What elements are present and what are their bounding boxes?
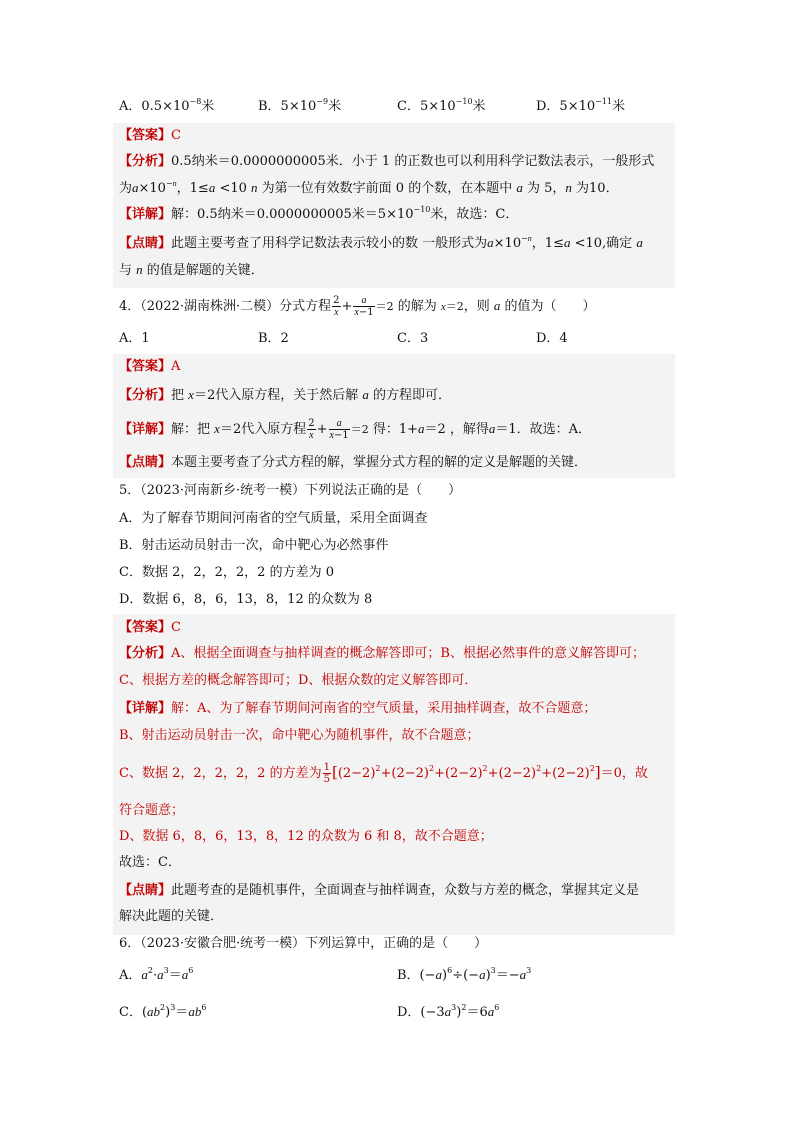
q5-comment-line2 bbox=[113, 905, 675, 935]
analysis-text: A、根据全面调查与抽样调查的概念解答即可；B、根据必然事件的意义解答即可； bbox=[171, 646, 645, 661]
q6-option-b: B．$(-a)^6\div(-a)^3=-a^3$ bbox=[397, 966, 532, 983]
q3-answer bbox=[113, 123, 675, 150]
q4-answer bbox=[113, 354, 675, 380]
comment-tag: 【点睛】 bbox=[119, 236, 172, 251]
q5-analysis-line1 bbox=[113, 642, 675, 669]
q3-analysis-line1 bbox=[113, 150, 675, 176]
q5-stem: 5．（2023·河南新乡·统考一模）下列说法正确的是（ ） bbox=[119, 483, 462, 498]
q4-option-d: D．4 bbox=[536, 331, 568, 346]
analysis-text: C、根据方差的概念解答即可；D、根据众数的定义解答即可． bbox=[119, 673, 478, 688]
q3-option-d: D．$5\times 10^{-11}$米 bbox=[536, 97, 626, 114]
detail-tag: 【详解】 bbox=[119, 422, 172, 437]
q5-detail-line4 bbox=[113, 796, 675, 824]
detail-text: 解：A、为了解春节期间河南省的空气质量，采用抽样调查，故不合题意； bbox=[171, 701, 597, 716]
q6-option-c: C．$(ab^2)^3=ab^6$ bbox=[119, 1003, 207, 1020]
detail-text: 故选：C． bbox=[119, 855, 181, 870]
answer-tag: 【答案】 bbox=[119, 128, 172, 143]
q4-option-a: A．1 bbox=[119, 331, 150, 346]
detail-text: B、射击运动员射击一次，命中靶心为随机事件，故不合题意； bbox=[119, 728, 480, 743]
answer-tag: 【答案】 bbox=[119, 359, 172, 374]
q3-analysis-line2 bbox=[113, 176, 675, 202]
q5-detail-line5 bbox=[113, 824, 675, 850]
detail-text: 解：把 x＝2代入原方程 $\frac{2}{x}$ + $\frac{a}{x-1}$ ＝2 得：1+a＝2 ，解得a＝1．故选：A． bbox=[171, 418, 592, 441]
q3-option-b: B．$5\times 10^{-9}$米 bbox=[258, 97, 342, 114]
q3-comment-line1 bbox=[113, 230, 675, 258]
answer-value: C bbox=[171, 128, 181, 143]
comment-text: 解决此题的关键． bbox=[119, 909, 224, 924]
q5-analysis-line2 bbox=[113, 669, 675, 696]
q5-detail-line3 bbox=[113, 750, 675, 796]
q5-option-a: A．为了解春节期间河南省的空气质量，采用全面调查 bbox=[119, 511, 428, 526]
analysis-tag: 【分析】 bbox=[119, 154, 172, 169]
q3-option-c: C．$5\times 10^{-10}$米 bbox=[397, 97, 486, 114]
analysis-tag: 【分析】 bbox=[119, 388, 172, 403]
q4-option-b: B．2 bbox=[258, 331, 289, 346]
q5-comment-line1 bbox=[113, 878, 675, 905]
q6-stem: 6．（2023·安徽合肥·统考一模）下列运算中，正确的是（ ） bbox=[119, 936, 488, 951]
comment-text: 此题主要考查了用科学记数法表示较小的数 一般形式为$a\times 10^{-n}$，1≤a <10,确定 a bbox=[171, 234, 643, 251]
q6-option-a: A．$a^2\cdot a^3=a^6$ bbox=[119, 966, 194, 983]
detail-text: 解：0.5纳米＝0.0000000005米$=5\times 10^{-10}$米，故选：C． bbox=[171, 205, 519, 222]
q4-comment bbox=[113, 448, 675, 478]
q4-analysis bbox=[113, 380, 675, 412]
q5-option-c: C．数据 2，2，2，2，2 的方差为 0 bbox=[119, 565, 334, 580]
q5-detail-line1 bbox=[113, 696, 675, 724]
q3-option-a: A．$0.5\times 10^{-8}$米 bbox=[119, 97, 215, 114]
q3-comment-line2 bbox=[113, 258, 675, 288]
q5-answer bbox=[113, 614, 675, 642]
analysis-tag: 【分析】 bbox=[119, 646, 172, 661]
q5-detail-line2 bbox=[113, 724, 675, 750]
analysis-text: 把 x＝2代入原方程，关于然后解 a 的方程即可． bbox=[171, 387, 451, 403]
q5-option-b: B．射击运动员射击一次，命中靶心为必然事件 bbox=[119, 538, 389, 553]
q6-option-d: D．$(-3a^3)^2=6a^6$ bbox=[397, 1003, 500, 1020]
comment-tag: 【点睛】 bbox=[119, 883, 172, 898]
comment-tag: 【点睛】 bbox=[119, 455, 172, 470]
comment-text: 此题考查的是随机事件，全面调查与抽样调查，众数与方差的概念，掌握其定义是 bbox=[171, 883, 640, 898]
comment-text: 本题主要考查了分式方程的解，掌握分式方程的解的定义是解题的关键． bbox=[171, 455, 588, 470]
detail-text: 符合题意； bbox=[119, 803, 185, 818]
detail-text: D、数据 6，8，6，13，8，12 的众数为 6 和 8，故不合题意； bbox=[119, 829, 493, 844]
q4-detail bbox=[113, 412, 675, 448]
q5-detail-line6 bbox=[113, 850, 675, 878]
detail-formula: C、数据 2，2，2，2，2 的方差为 $\frac{1}{5}$ $[(2-2)^2+(2-2)^2+(2-2)^2+(2-2)^2+(2-2)^2]=0$，故 bbox=[119, 762, 648, 785]
q3-detail bbox=[113, 202, 675, 230]
detail-tag: 【详解】 bbox=[119, 207, 172, 222]
analysis-text: 为$a\times 10^{-n}$，1≤a <10 n 为第一位有效数字前面 0 的个数，在本题中 a 为 5，n 为10． bbox=[119, 179, 619, 196]
comment-text: 与 n 的值是解题的关键． bbox=[119, 262, 264, 278]
q4-stem: 4．（2022·湖南株洲·二模）分式方程 $\frac{2}{x}$ + $\frac{a}{x-1}$ ＝2 的解为 x＝2，则 a 的值为（ ） bbox=[119, 295, 596, 318]
detail-tag: 【详解】 bbox=[119, 701, 172, 716]
q5-option-d: D．数据 6，8，6，13，8，12 的众数为 8 bbox=[119, 592, 373, 607]
answer-value: C bbox=[171, 620, 181, 635]
answer-tag: 【答案】 bbox=[119, 620, 172, 635]
analysis-text: 0.5纳米＝0.0000000005米．小于 1 的正数也可以利用科学记数法表示，一般形式 bbox=[171, 154, 655, 169]
q4-option-c: C．3 bbox=[397, 331, 429, 346]
answer-value: A bbox=[171, 359, 181, 374]
